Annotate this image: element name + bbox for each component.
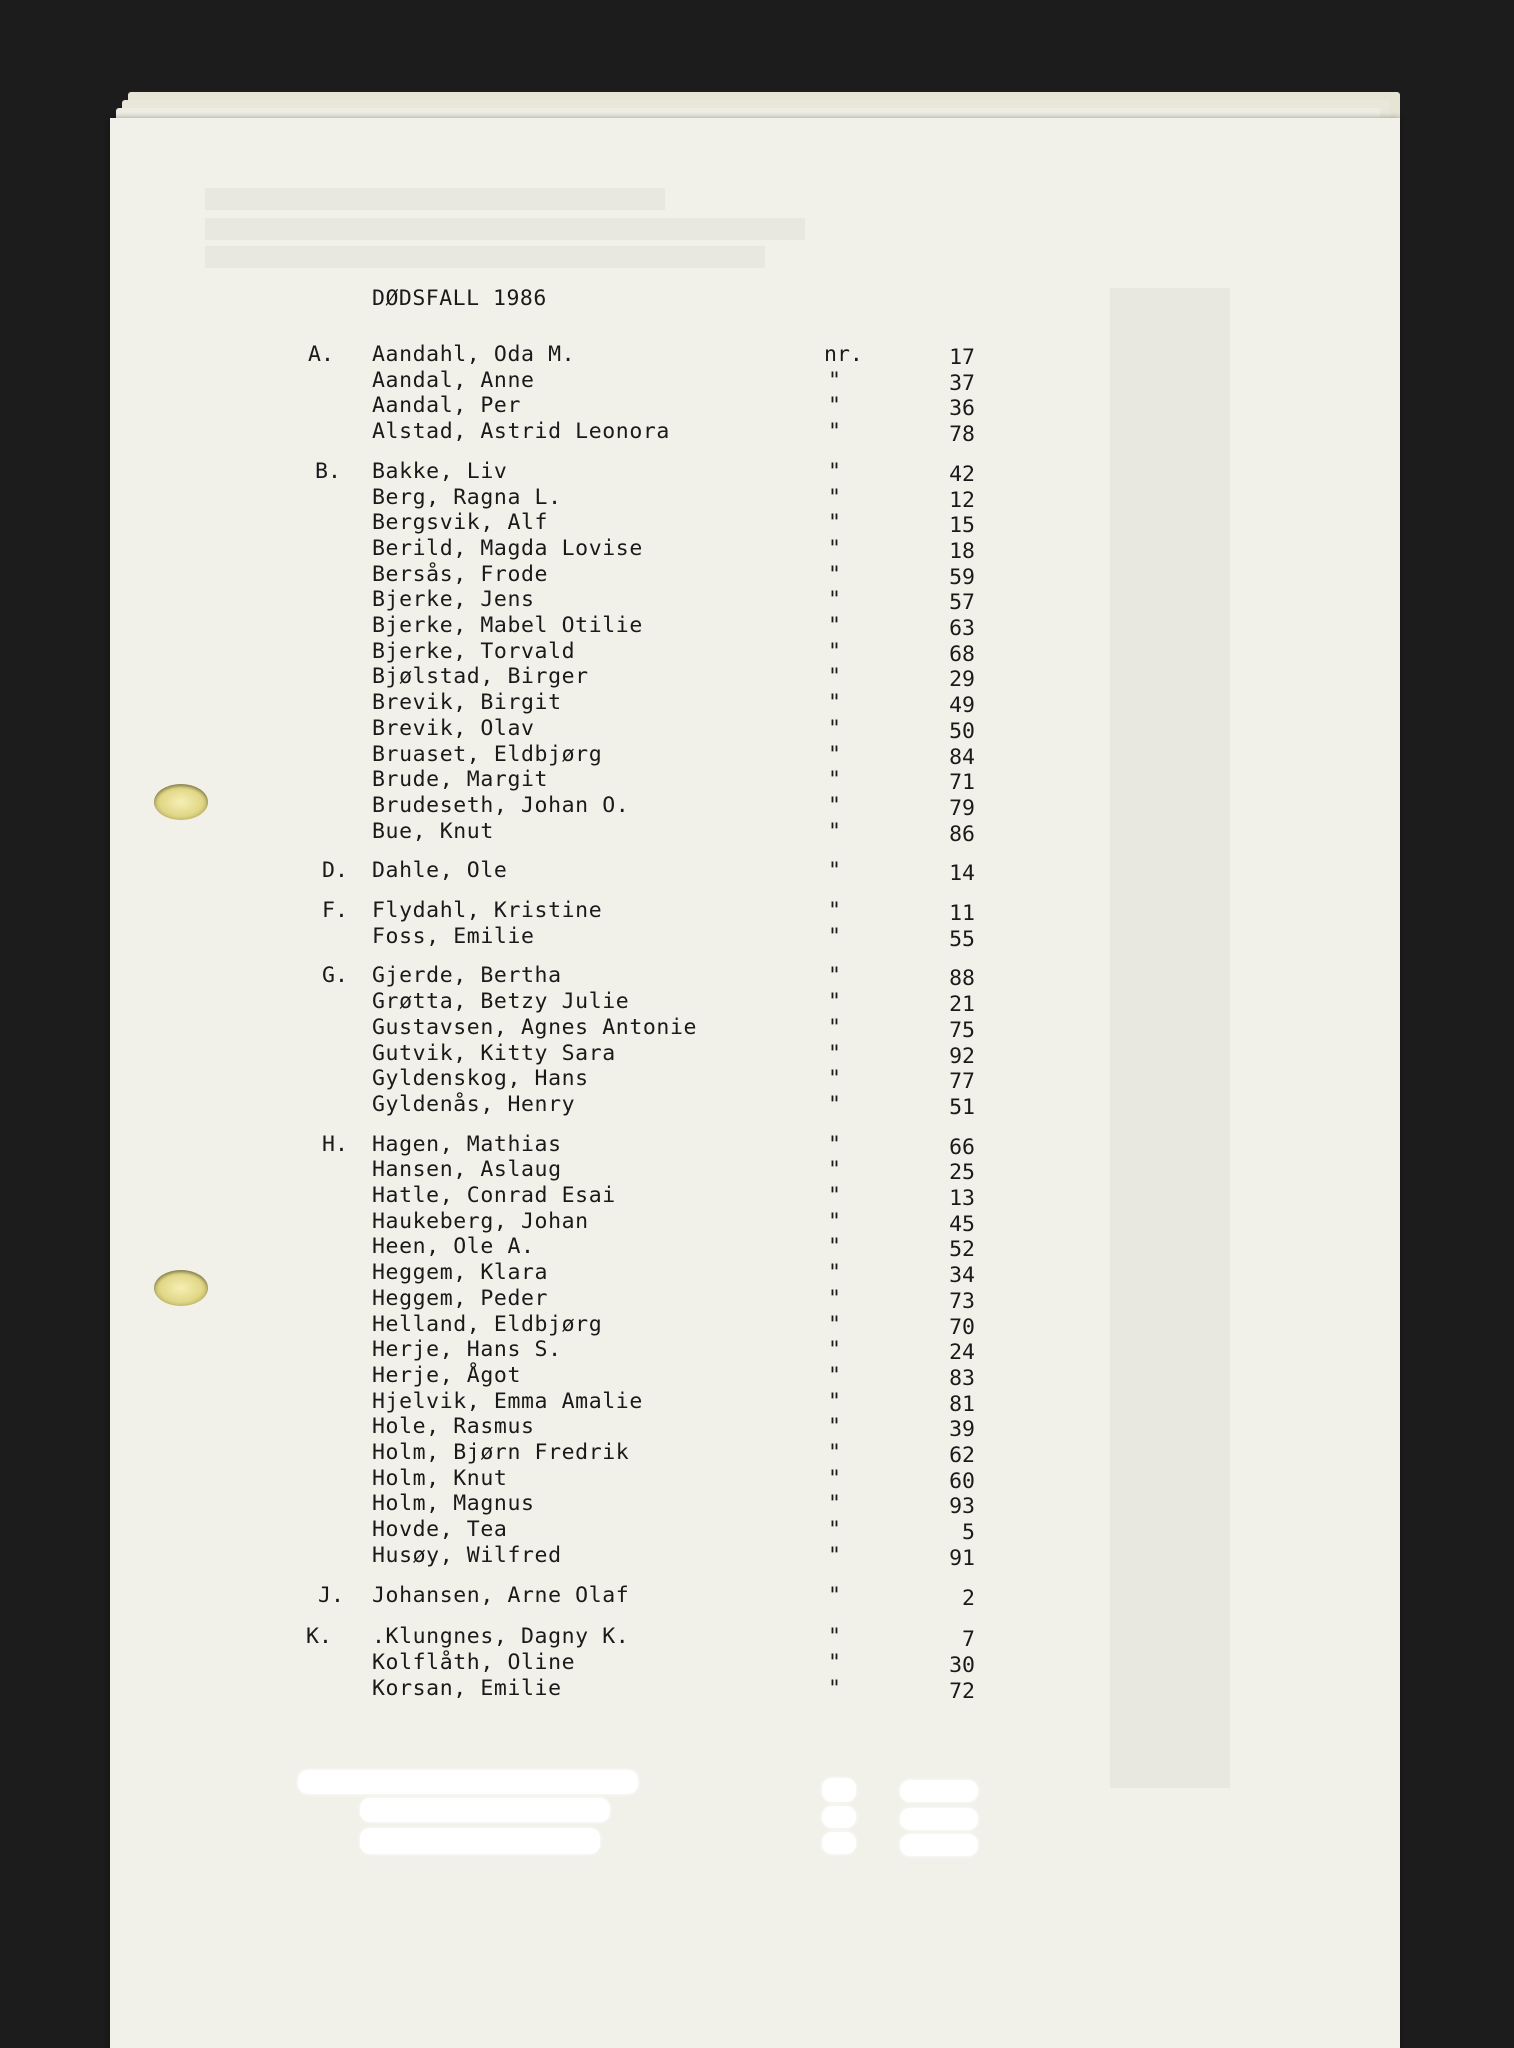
entry-number: 92 xyxy=(949,1043,975,1069)
entry-name: Grøtta, Betzy Julie xyxy=(372,989,630,1015)
entry-name: Brudeseth, Johan O. xyxy=(372,792,630,818)
ditto-mark: " xyxy=(828,818,841,844)
entry-number: 51 xyxy=(949,1094,975,1120)
entry-name: Berg, Ragna L. xyxy=(372,484,562,510)
section-letter: G. xyxy=(322,963,348,989)
punch-hole xyxy=(154,784,208,820)
entry-name: Kolflåth, Oline xyxy=(372,1649,576,1675)
entry-number: 36 xyxy=(949,396,975,422)
section-letter: H. xyxy=(322,1131,348,1157)
entry-name: Hatle, Conrad Esai xyxy=(372,1183,616,1208)
ditto-mark: " xyxy=(828,1234,841,1260)
ditto-mark: " xyxy=(828,1440,841,1465)
entry-name: Gustavsen, Agnes Antonie xyxy=(372,1014,698,1040)
entry-number: 63 xyxy=(949,616,975,641)
entry-name: Gyldenås, Henry xyxy=(372,1091,576,1117)
entry-number: 21 xyxy=(949,992,975,1018)
entry-number: 68 xyxy=(949,641,975,667)
ditto-mark: " xyxy=(828,1542,841,1568)
ditto-mark: " xyxy=(828,1311,841,1337)
entry-number: 62 xyxy=(949,1443,975,1468)
show-through-shadow xyxy=(1110,288,1230,1788)
ditto-mark: " xyxy=(828,638,841,664)
entry-name: Bjerke, Jens xyxy=(372,587,535,613)
entry-number: 73 xyxy=(949,1288,975,1314)
redaction-mark xyxy=(822,1778,856,1802)
entry-name: Holm, Bjørn Fredrik xyxy=(372,1440,630,1465)
entry-number: 60 xyxy=(949,1468,975,1494)
redaction-mark xyxy=(900,1834,978,1856)
entry-number: 70 xyxy=(949,1314,975,1340)
entry-number: 55 xyxy=(949,926,975,952)
ditto-mark: " xyxy=(828,715,841,741)
entry-number: 57 xyxy=(949,590,975,616)
ditto-mark: " xyxy=(828,1014,841,1040)
entry-name: Bue, Knut xyxy=(372,818,494,844)
entry-number: 86 xyxy=(949,821,975,847)
show-through-shadow xyxy=(205,218,805,240)
show-through-shadow xyxy=(205,188,665,210)
entry-name: Bruaset, Eldbjørg xyxy=(372,741,603,767)
entry-name: Heggem, Peder xyxy=(372,1285,549,1311)
section-letter: B. xyxy=(315,458,341,484)
entry-number: 78 xyxy=(949,422,975,448)
entry-number: 84 xyxy=(949,744,975,770)
ditto-mark: " xyxy=(828,1414,841,1440)
ditto-mark: " xyxy=(828,367,841,393)
redaction-mark xyxy=(360,1828,600,1854)
entry-number: 30 xyxy=(949,1652,975,1678)
entry-number: 17 xyxy=(949,345,975,370)
entry-name: Bjerke, Torvald xyxy=(372,638,576,664)
ditto-mark: " xyxy=(828,1465,841,1491)
ditto-mark: " xyxy=(828,1624,841,1650)
ditto-mark: " xyxy=(828,1066,841,1092)
ditto-mark: " xyxy=(828,393,841,419)
entry-number: 25 xyxy=(949,1160,975,1186)
entry-number: 79 xyxy=(949,795,975,821)
entry-name: Brevik, Birgit xyxy=(372,690,562,716)
entry-number: 45 xyxy=(949,1211,975,1237)
redaction-mark xyxy=(298,1770,638,1794)
entry-name: Helland, Eldbjørg xyxy=(372,1311,603,1337)
entry-name: Hovde, Tea xyxy=(372,1517,508,1543)
ditto-mark: " xyxy=(828,613,841,638)
ditto-mark: " xyxy=(828,898,841,923)
entry-number: 93 xyxy=(949,1494,975,1520)
entry-number: 14 xyxy=(949,861,975,887)
entry-name: Aandahl, Oda M. xyxy=(372,342,576,367)
entry-name: Flydahl, Kristine xyxy=(372,898,603,923)
entry-number: 52 xyxy=(949,1237,975,1263)
entry-number: 11 xyxy=(949,901,975,926)
entry-name: Bjerke, Mabel Otilie xyxy=(372,613,643,638)
redaction-mark xyxy=(822,1806,856,1828)
ditto-mark: " xyxy=(828,1040,841,1066)
ditto-mark: " xyxy=(828,1091,841,1117)
entry-number: 50 xyxy=(949,718,975,744)
ditto-mark: " xyxy=(828,858,841,884)
entry-name: Holm, Knut xyxy=(372,1465,508,1491)
punch-hole xyxy=(154,1270,208,1306)
entry-number: 24 xyxy=(949,1340,975,1366)
redaction-mark xyxy=(900,1808,978,1830)
entry-number: 59 xyxy=(949,564,975,590)
entry-name: Husøy, Wilfred xyxy=(372,1542,562,1568)
ditto-mark: " xyxy=(828,664,841,690)
entry-name: Aandal, Per xyxy=(372,393,521,419)
entry-name: Holm, Magnus xyxy=(372,1491,535,1517)
entry-number: 15 xyxy=(949,513,975,539)
entry-number: 2 xyxy=(962,1585,975,1611)
entry-name: Heen, Ole A. xyxy=(372,1234,535,1260)
entry-name: Brude, Margit xyxy=(372,767,549,793)
entry-number: 83 xyxy=(949,1365,975,1391)
ditto-mark: " xyxy=(828,690,841,716)
ditto-mark: " xyxy=(828,1157,841,1183)
entry-name: Gyldenskog, Hans xyxy=(372,1066,589,1092)
entry-number: 77 xyxy=(949,1069,975,1095)
redaction-mark xyxy=(900,1780,978,1802)
section-letter: D. xyxy=(322,858,348,884)
entry-name: Heggem, Klara xyxy=(372,1260,549,1286)
entry-number: 66 xyxy=(949,1134,975,1160)
entry-name: Hjelvik, Emma Amalie xyxy=(372,1388,643,1414)
section-letter: K. xyxy=(306,1624,332,1650)
entry-number: 88 xyxy=(949,966,975,992)
entry-name: Hole, Rasmus xyxy=(372,1414,535,1440)
entry-number: 18 xyxy=(949,538,975,564)
entry-number: 12 xyxy=(949,487,975,513)
entry-number: 91 xyxy=(949,1545,975,1571)
entry-name: Bjølstad, Birger xyxy=(372,664,589,690)
redaction-mark xyxy=(822,1832,856,1854)
ditto-mark: " xyxy=(828,484,841,510)
entry-name: Bersås, Frode xyxy=(372,561,549,587)
entry-name: Johansen, Arne Olaf xyxy=(372,1582,630,1608)
entry-number: 13 xyxy=(949,1186,975,1211)
entry-number: 72 xyxy=(949,1678,975,1704)
entry-number: 71 xyxy=(949,770,975,796)
entry-name: Alstad, Astrid Leonora xyxy=(372,419,670,445)
entry-name: Haukeberg, Johan xyxy=(372,1208,589,1234)
ditto-mark: " xyxy=(828,1337,841,1363)
entry-number: 29 xyxy=(949,667,975,693)
entry-number: 34 xyxy=(949,1263,975,1289)
ditto-mark: " xyxy=(828,419,841,445)
ditto-mark: " xyxy=(828,923,841,949)
entry-name: Gjerde, Bertha xyxy=(372,963,562,989)
ditto-mark: " xyxy=(828,989,841,1015)
entry-name: Gutvik, Kitty Sara xyxy=(372,1040,616,1066)
ditto-mark: " xyxy=(828,1131,841,1157)
section-letter: F. xyxy=(322,898,348,923)
entry-number: 49 xyxy=(949,693,975,719)
entry-name: Herje, Ågot xyxy=(372,1362,521,1388)
entry-number: 75 xyxy=(949,1017,975,1043)
entry-number: 39 xyxy=(949,1417,975,1443)
entry-name: Berild, Magda Lovise xyxy=(372,535,643,561)
entry-number: 81 xyxy=(949,1391,975,1417)
ditto-mark: " xyxy=(828,1491,841,1517)
entry-name: Bakke, Liv xyxy=(372,458,508,484)
entry-name: Aandal, Anne xyxy=(372,367,535,393)
ditto-mark: " xyxy=(828,1582,841,1608)
entry-number: 42 xyxy=(949,461,975,487)
entry-name: Brevik, Olav xyxy=(372,715,535,741)
document-page xyxy=(110,118,1400,2048)
ditto-mark: " xyxy=(828,1388,841,1414)
ditto-mark: " xyxy=(828,741,841,767)
ditto-mark: " xyxy=(828,458,841,484)
ditto-mark: " xyxy=(828,1517,841,1543)
redaction-mark xyxy=(360,1798,610,1822)
entry-name: Bergsvik, Alf xyxy=(372,510,549,536)
nr-label: nr. xyxy=(824,342,863,367)
ditto-mark: " xyxy=(828,767,841,793)
entry-name: .Klungnes, Dagny K. xyxy=(372,1624,630,1650)
show-through-shadow xyxy=(205,246,765,268)
section-letter: J. xyxy=(318,1582,344,1608)
ditto-mark: " xyxy=(828,1362,841,1388)
ditto-mark: " xyxy=(828,535,841,561)
ditto-mark: " xyxy=(828,1183,841,1208)
entry-name: Foss, Emilie xyxy=(372,923,535,949)
ditto-mark: " xyxy=(828,561,841,587)
ditto-mark: " xyxy=(828,510,841,536)
ditto-mark: " xyxy=(828,587,841,613)
entry-number: 7 xyxy=(962,1627,975,1653)
ditto-mark: " xyxy=(828,1675,841,1701)
section-letter: A. xyxy=(308,342,334,367)
entry-name: Hagen, Mathias xyxy=(372,1131,562,1157)
ditto-mark: " xyxy=(828,1649,841,1675)
entry-name: Herje, Hans S. xyxy=(372,1337,562,1363)
ditto-mark: " xyxy=(828,792,841,818)
entry-number: 37 xyxy=(949,370,975,396)
entry-name: Korsan, Emilie xyxy=(372,1675,562,1701)
entry-name: Dahle, Ole xyxy=(372,858,508,884)
ditto-mark: " xyxy=(828,1285,841,1311)
entry-number: 5 xyxy=(962,1520,975,1546)
ditto-mark: " xyxy=(828,963,841,989)
ditto-mark: " xyxy=(828,1208,841,1234)
document-title: DØDSFALL 1986 xyxy=(372,286,547,311)
ditto-mark: " xyxy=(828,1260,841,1286)
entry-name: Hansen, Aslaug xyxy=(372,1157,562,1183)
